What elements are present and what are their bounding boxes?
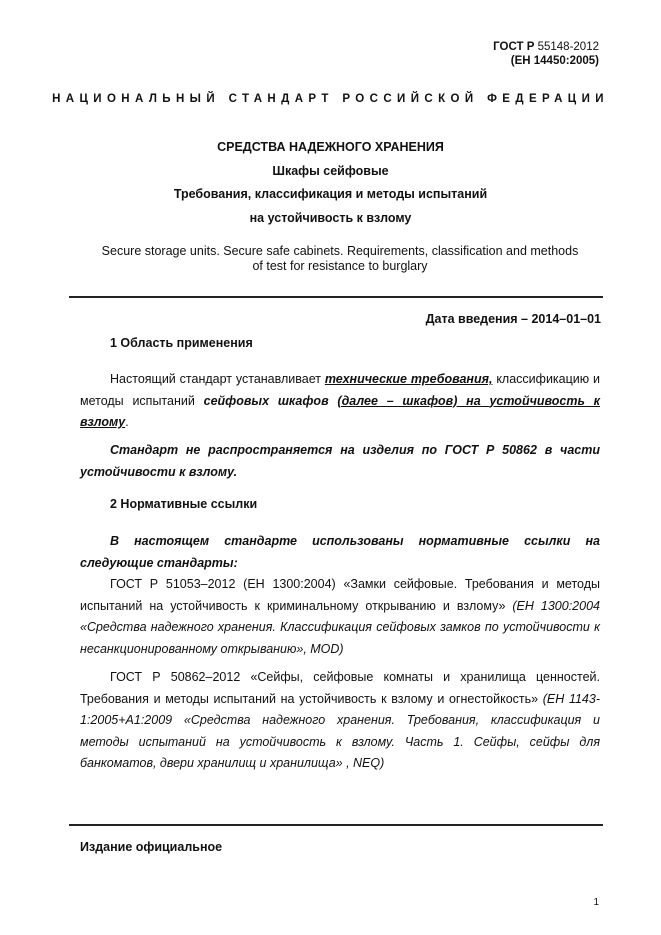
- header-divider: [69, 296, 603, 298]
- section-2-intro: [80, 531, 600, 574]
- ref1-plain: ГОСТ Р 51053–2012 (ЕН 1300:2004) «Замки сейфовые. Требования и методы испытаний на устойчивость к криминальному открыванию и взлому»: [80, 577, 600, 613]
- english-title: [80, 244, 600, 274]
- ref2-plain: ГОСТ Р 50862–2012 «Сейфы, сейфовые комнаты и хранилища ценностей. Требования и методы испытаний на устойчивость к взлому и огнестойкость»: [80, 670, 600, 706]
- section-1-paragraph-1: [80, 369, 600, 434]
- p1-text-b: технические требования,: [324, 372, 493, 386]
- footer-divider: [69, 824, 603, 826]
- date-introduced: Дата введения – 2014–01–01: [425, 312, 601, 326]
- section-2-heading: 2 Нормативные ссылки: [110, 497, 258, 511]
- english-title-line-1: Secure storage units. Secure safe cabinets. Requirements, classification and methods: [101, 244, 579, 258]
- reference-2: [80, 667, 600, 775]
- title-line-3: Требования, классификация и методы испытаний: [173, 187, 488, 201]
- section-1-paragraph-2: [80, 440, 600, 483]
- p1-text-a: Настоящий стандарт устанавливает: [110, 372, 325, 386]
- page-number: 1: [593, 897, 599, 908]
- p2-text: Стандарт не распространяется на изделия по ГОСТ Р 50862 в части устойчивости к взлому.: [80, 443, 600, 479]
- section-2-intro-text: В настоящем стандарте использованы нормативные ссылки на следующие стандарты:: [80, 534, 600, 570]
- p1-text-d: сейфовых шкафов: [203, 393, 329, 408]
- title-line-1: СРЕДСТВА НАДЕЖНОГО ХРАНЕНИЯ: [217, 140, 444, 154]
- en-reference: (ЕН 14450:2005): [510, 55, 599, 67]
- p1-text-c: классификацию и методы испытаний: [80, 372, 600, 408]
- national-standard-banner: НАЦИОНАЛЬНЫЙ СТАНДАРТ РОССИЙСКОЙ ФЕДЕРАЦИИ: [52, 93, 609, 105]
- p1-text-g: .: [125, 415, 129, 429]
- english-title-line-2: of test for resistance to burglary: [252, 259, 428, 273]
- gost-number: 55148-2012: [537, 41, 599, 53]
- gost-prefix: ГОСТ Р: [493, 41, 535, 53]
- ref1-italic: (ЕН 1300:2004 «Средства надежного хранения. Классификация сейфовых замков по устойчивости к несанкционированному открыванию», MOD): [80, 598, 600, 656]
- reference-1: [80, 574, 600, 660]
- title-line-2: Шкафы сейфовые: [272, 163, 389, 178]
- document-code: [493, 40, 599, 68]
- section-1-heading: 1 Область применения: [110, 336, 253, 350]
- title-line-4: на устойчивость к взлому: [249, 210, 412, 225]
- document-title: [0, 136, 661, 230]
- p1-text-f: (далее – шкафов) на устойчивость к взлому: [80, 393, 600, 429]
- ref2-italic: (ЕН 1143-1:2005+А1:2009 «Средства надежного хранения. Требования, классификация и методы испытаний на устойчивость к взлому. Часть 1. Сейфы, сейфы для банкоматов, двери хранилищ и хранилища» , NEQ): [80, 691, 600, 770]
- edition-note: Издание официальное: [80, 840, 223, 854]
